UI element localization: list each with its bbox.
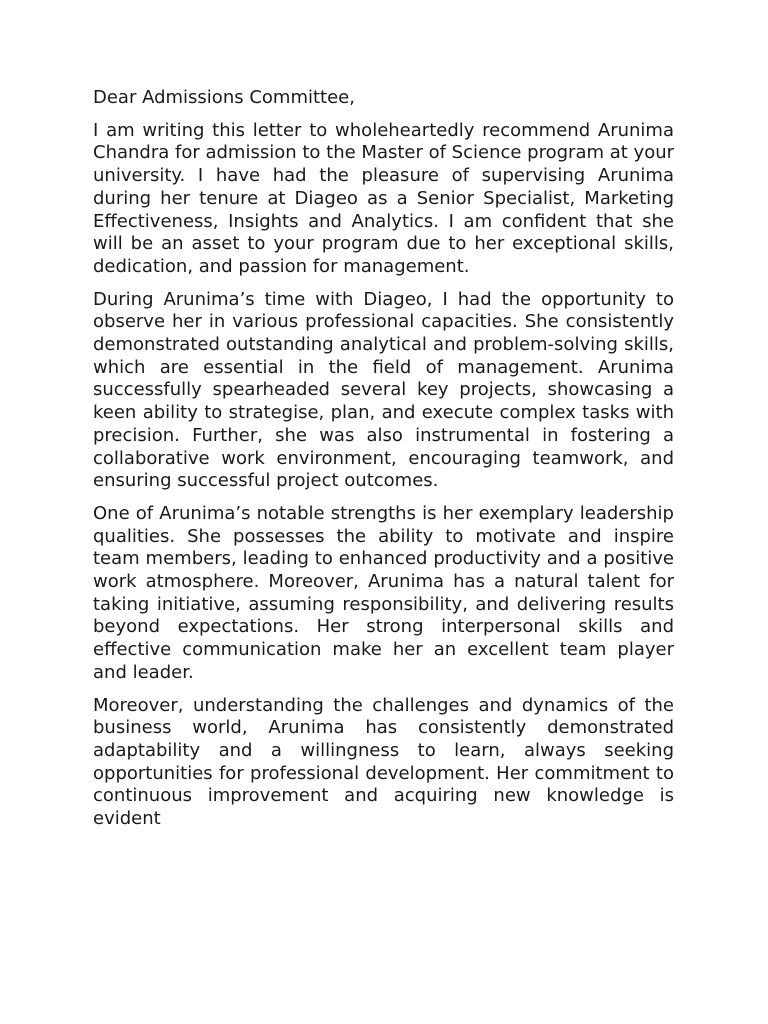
paragraph-leadership: One of Arunima’s notable strengths is her exemplary leadership qualities. She possesses the ability to motivate and inspire team members, leading to enhanced productivity and a positive work atmosphere. Moreover, Arunima has a natural talent for taking initiative, assuming responsibility, and delivering results beyond expectations. Her strong interpersonal skills and effective communication make her an excellent team player and leader. xyxy=(93,502,674,683)
paragraph-adaptability: Moreover, understanding the challenges and dynamics of the business world, Arunima has consistently demonstrated adaptability and a willingness to learn, always seeking opportunities for professional development. Her commitment to continuous improvement and acquiring new knowledge is evident xyxy=(93,694,674,830)
salutation: Dear Admissions Committee, xyxy=(93,87,355,108)
paragraph-introduction: I am writing this letter to wholeheartedly recommend Arunima Chandra for admission to the Master of Science program at your university. I have had the pleasure of supervising Arunima during her tenure at Diageo as a Senior Specialist, Marketing Effectiveness, Insights and Analytics. I am confident that she will be an asset to your program due to her exceptional skills, dedication, and passion for management. xyxy=(93,119,675,277)
letter-body xyxy=(93,87,674,841)
paragraph-professional-skills: During Arunima’s time with Diageo, I had the opportunity to observe her in various professional capacities. She consistently demonstrated outstanding analytical and problem-solving skills, which are essential in the field of management. Arunima successfully spearheaded several key projects, showcasing a keen ability to strategise, plan, and execute complex tasks with precision. Further, she was also instrumental in fostering a collaborative work environment, encouraging teamwork, and ensuring successful project outcomes. xyxy=(93,288,674,492)
